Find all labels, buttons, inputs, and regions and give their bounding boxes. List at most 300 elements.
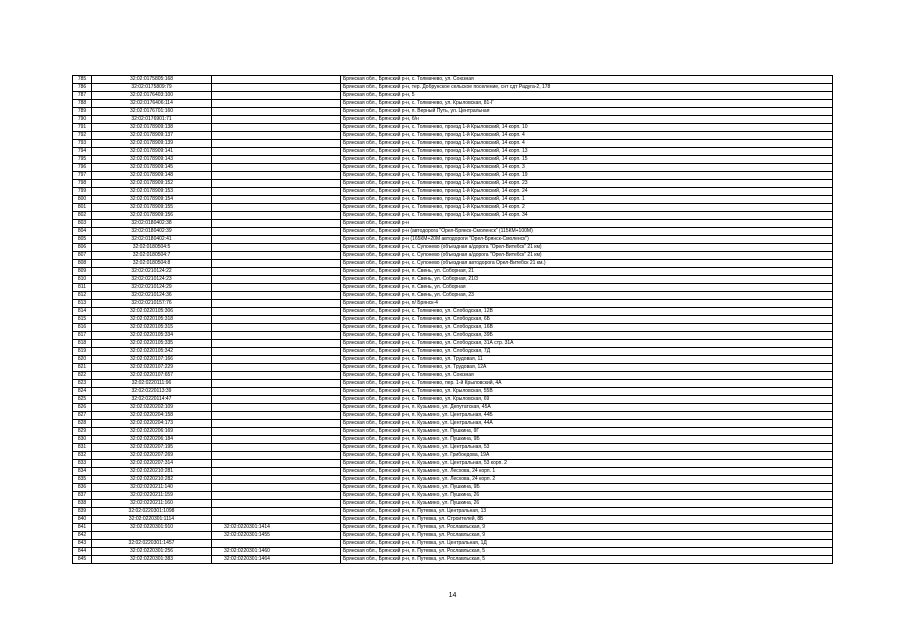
table-row bbox=[73, 404, 833, 412]
cadastral-number-cell: 32:02:0178909:143 bbox=[92, 156, 212, 164]
row-number-cell: 792 bbox=[73, 132, 92, 140]
cadastral-number-cell: 32:02:0220301:1114 bbox=[92, 516, 212, 524]
address-cell: Брянская обл., Брянский р-н, с. Толмачево, ул. Союзная bbox=[341, 372, 833, 380]
cadastral-number-cell: 32:02:0178909:156 bbox=[92, 212, 212, 220]
address-cell: Брянская обл., Брянский р-н, п. Кузьмино, ул. Центральная, 44Б bbox=[341, 412, 833, 420]
row-number-cell: 787 bbox=[73, 92, 92, 100]
address-cell: Брянская обл., Брянский р-н, с. Толмачево, проезд 1-й Крыловский, 14 корп. 10 bbox=[341, 124, 833, 132]
table-row bbox=[73, 356, 833, 364]
table-row bbox=[73, 428, 833, 436]
cadastral-number-cell: 32:02:0220107:229 bbox=[92, 364, 212, 372]
related-cadastral-number-cell bbox=[212, 444, 341, 452]
address-cell: Брянская обл., Брянский р-н, п. Путевка, ул. Строителей, 8Б bbox=[341, 516, 833, 524]
table-row bbox=[73, 468, 833, 476]
table-body bbox=[73, 76, 833, 564]
address-cell: Брянская обл., Брянский р-н, п. Кузьмино, ул. Пушкина, 9Б bbox=[341, 436, 833, 444]
table-row bbox=[73, 132, 833, 140]
row-number-cell: 842 bbox=[73, 532, 92, 540]
address-cell: Брянская обл., Брянский р-н, с. Толмачево, проезд 1-й Крыловский, 14 корп. 4 bbox=[341, 132, 833, 140]
table-row bbox=[73, 124, 833, 132]
cadastral-number-cell: 32:02:0210124:22 bbox=[92, 268, 212, 276]
row-number-cell: 825 bbox=[73, 396, 92, 404]
address-cell: Брянская обл., Брянский р-н, п. Кузьмино, ул. Пушкина, 9Б bbox=[341, 484, 833, 492]
table-row bbox=[73, 444, 833, 452]
related-cadastral-number-cell bbox=[212, 508, 341, 516]
address-cell: Брянская обл., Брянский р-н, п. Свень, ул. Соборная, 21/3 bbox=[341, 276, 833, 284]
row-number-cell: 795 bbox=[73, 156, 92, 164]
address-cell: Брянская обл., Брянский р-н, п. Кузьмино, ул. Центральная, 44А bbox=[341, 420, 833, 428]
row-number-cell: 814 bbox=[73, 308, 92, 316]
cadastral-number-cell: 32:02:0220206:184 bbox=[92, 436, 212, 444]
related-cadastral-number-cell bbox=[212, 292, 341, 300]
table-row bbox=[73, 316, 833, 324]
table-row bbox=[73, 204, 833, 212]
cadastral-number-cell: 32:02:0210124:36 bbox=[92, 292, 212, 300]
cadastral-number-cell: 32:02:0180504:8 bbox=[92, 260, 212, 268]
table-row bbox=[73, 188, 833, 196]
table-row bbox=[73, 220, 833, 228]
table-row bbox=[73, 268, 833, 276]
table-row bbox=[73, 236, 833, 244]
related-cadastral-number-cell bbox=[212, 108, 341, 116]
table-row bbox=[73, 260, 833, 268]
related-cadastral-number-cell bbox=[212, 196, 341, 204]
cadastral-number-cell: 32:02:0176701:160 bbox=[92, 108, 212, 116]
address-cell: Брянская обл., Брянский р-н, п. Свень, ул. Соборная, 23 bbox=[341, 292, 833, 300]
address-cell: Брянская обл., Брянский р-н (165КМ+20М автодороги "Орел-Брянск-Смоленск") bbox=[341, 236, 833, 244]
table-row bbox=[73, 276, 833, 284]
address-cell: Брянская обл., Брянский р-н bbox=[341, 220, 833, 228]
address-cell: Брянская обл., Брянский р-н, с. Толмачево, ул. Слободская, 12В bbox=[341, 308, 833, 316]
address-cell: Брянская обл., Брянский р-н, п/ Брянск-4 bbox=[341, 300, 833, 308]
row-number-cell: 820 bbox=[73, 356, 92, 364]
related-cadastral-number-cell bbox=[212, 172, 341, 180]
address-cell: Брянская обл., Брянский р-н, п. Кузьмино, ул. Пушкина, 26 bbox=[341, 500, 833, 508]
table-row bbox=[73, 396, 833, 404]
table-row bbox=[73, 364, 833, 372]
related-cadastral-number-cell bbox=[212, 188, 341, 196]
address-cell: Брянская обл., Брянский р-н, с. Толмачево, проезд 1-й Крыловский, 14 корп. 13 bbox=[341, 148, 833, 156]
address-cell: Брянская обл., Брянский р-н, с. Толмачево, ул. Трудовая, 12А bbox=[341, 364, 833, 372]
address-cell: Брянская обл., Брянский р-н, с. Супонево (объездная автодорога Орел-Витебск 21 км.) bbox=[341, 260, 833, 268]
cadastral-number-cell: 32:02:0210124:23 bbox=[92, 276, 212, 284]
address-cell: Брянская обл., Брянский р-н, с. Толмачево, ул. Трудовая, 11 bbox=[341, 356, 833, 364]
cadastral-number-cell: 32:02:0220105:315 bbox=[92, 324, 212, 332]
cadastral-number-cell: 32:02:0210157:76 bbox=[92, 300, 212, 308]
related-cadastral-number-cell bbox=[212, 492, 341, 500]
cadastral-number-cell: 32:02:0180402:41 bbox=[92, 236, 212, 244]
related-cadastral-number-cell bbox=[212, 500, 341, 508]
cadastral-number-cell: 32:02:0178909:138 bbox=[92, 124, 212, 132]
related-cadastral-number-cell bbox=[212, 380, 341, 388]
related-cadastral-number-cell bbox=[212, 76, 341, 84]
table-row bbox=[73, 556, 833, 564]
cadastral-number-cell: 32:02:0220105:335 bbox=[92, 340, 212, 348]
table-row bbox=[73, 284, 833, 292]
related-cadastral-number-cell bbox=[212, 428, 341, 436]
cadastral-number-cell: 32:02:0178909:154 bbox=[92, 196, 212, 204]
cadastral-number-cell: 32:02:0210124:29 bbox=[92, 284, 212, 292]
related-cadastral-number-cell bbox=[212, 420, 341, 428]
cadastral-number-cell: 32:02:0176406:114 bbox=[92, 100, 212, 108]
related-cadastral-number-cell bbox=[212, 372, 341, 380]
table-row bbox=[73, 476, 833, 484]
row-number-cell: 824 bbox=[73, 388, 92, 396]
row-number-cell: 830 bbox=[73, 436, 92, 444]
row-number-cell: 828 bbox=[73, 420, 92, 428]
cadastral-number-cell: 32:02:0220210:282 bbox=[92, 476, 212, 484]
table-row bbox=[73, 484, 833, 492]
cadastral-number-cell: 32:02:0220301:1457 bbox=[92, 540, 212, 548]
table-row bbox=[73, 372, 833, 380]
cadastral-number-cell: 32:02:0220202:109 bbox=[92, 404, 212, 412]
row-number-cell: 821 bbox=[73, 364, 92, 372]
address-cell: Брянская обл., Брянский р-н, с. Толмачево, проезд 1-й Крыловский, 14 корп. 1 bbox=[341, 196, 833, 204]
row-number-cell: 796 bbox=[73, 164, 92, 172]
address-cell: Брянская обл., Брянский р-н, п. Путевка, ул. Рославльская, 5 bbox=[341, 556, 833, 564]
table-row bbox=[73, 172, 833, 180]
table-row bbox=[73, 228, 833, 236]
address-cell: Брянская обл., Брянский р-н, с. Толмачево, проезд 1-й Крыловский, 14 корп. 23 bbox=[341, 180, 833, 188]
row-number-cell: 789 bbox=[73, 108, 92, 116]
row-number-cell: 841 bbox=[73, 524, 92, 532]
row-number-cell: 791 bbox=[73, 124, 92, 132]
address-cell: Брянская обл., Брянский р-н, 5 bbox=[341, 92, 833, 100]
table-row bbox=[73, 156, 833, 164]
address-cell: Брянская обл., Брянский р-н, п. Кузьмино, ул. Лесхова, 24 корп. 2 bbox=[341, 476, 833, 484]
table-row bbox=[73, 524, 833, 532]
cadastral-number-cell: 32:02:0175805:168 bbox=[92, 76, 212, 84]
related-cadastral-number-cell bbox=[212, 332, 341, 340]
cadastral-number-cell: 32:02:0220107:166 bbox=[92, 356, 212, 364]
table-row bbox=[73, 180, 833, 188]
table-row bbox=[73, 148, 833, 156]
related-cadastral-number-cell bbox=[212, 468, 341, 476]
table-row bbox=[73, 548, 833, 556]
related-cadastral-number-cell bbox=[212, 284, 341, 292]
cadastral-number-cell: 32:02:0220207:195 bbox=[92, 444, 212, 452]
row-number-cell: 845 bbox=[73, 556, 92, 564]
address-cell: Брянская обл., Брянский р-н, с. Толмачево, ул. Слободская, 6Б bbox=[341, 316, 833, 324]
row-number-cell: 839 bbox=[73, 508, 92, 516]
row-number-cell: 817 bbox=[73, 332, 92, 340]
table-row bbox=[73, 300, 833, 308]
cadastral-number-cell: 32:02:0178909:152 bbox=[92, 180, 212, 188]
row-number-cell: 807 bbox=[73, 252, 92, 260]
related-cadastral-number-cell bbox=[212, 276, 341, 284]
related-cadastral-number-cell bbox=[212, 92, 341, 100]
address-cell: Брянская обл., Брянский р-н, с. Супонево (объездная а/дорога "Орел-Витебск" 21 км) bbox=[341, 244, 833, 252]
table-row bbox=[73, 460, 833, 468]
related-cadastral-number-cell bbox=[212, 100, 341, 108]
row-number-cell: 806 bbox=[73, 244, 92, 252]
related-cadastral-number-cell bbox=[212, 244, 341, 252]
row-number-cell: 836 bbox=[73, 484, 92, 492]
cadastral-number-cell bbox=[92, 532, 212, 540]
address-cell: Брянская обл., Брянский р-н, с. Толмачево, проезд 1-й Крыловский, 14 корп. 2 bbox=[341, 204, 833, 212]
related-cadastral-number-cell bbox=[212, 148, 341, 156]
table-row bbox=[73, 436, 833, 444]
row-number-cell: 785 bbox=[73, 76, 92, 84]
table-row bbox=[73, 412, 833, 420]
address-cell: Брянская обл., Брянский р-н, с. Толмачево, ул. Крыловская, 69 bbox=[341, 396, 833, 404]
cadastral-number-cell: 32:02:0178909:145 bbox=[92, 164, 212, 172]
table-row bbox=[73, 340, 833, 348]
row-number-cell: 788 bbox=[73, 100, 92, 108]
row-number-cell: 790 bbox=[73, 116, 92, 124]
table-row bbox=[73, 532, 833, 540]
row-number-cell: 812 bbox=[73, 292, 92, 300]
related-cadastral-number-cell bbox=[212, 396, 341, 404]
table-row bbox=[73, 420, 833, 428]
row-number-cell: 797 bbox=[73, 172, 92, 180]
table-row bbox=[73, 492, 833, 500]
row-number-cell: 833 bbox=[73, 460, 92, 468]
cadastral-number-cell: 32:02:0180504:5 bbox=[92, 244, 212, 252]
table-row bbox=[73, 164, 833, 172]
related-cadastral-number-cell bbox=[212, 452, 341, 460]
table-row bbox=[73, 380, 833, 388]
table-row bbox=[73, 212, 833, 220]
row-number-cell: 832 bbox=[73, 452, 92, 460]
row-number-cell: 803 bbox=[73, 220, 92, 228]
address-cell: Брянская обл., Брянский р-н, п. Путевка, ул. Центральная, 13 bbox=[341, 508, 833, 516]
table-row bbox=[73, 252, 833, 260]
cadastral-number-cell: 32:02:0220105:306 bbox=[92, 308, 212, 316]
address-cell: Брянская обл., Брянский р-н, п. Свень, ул. Соборная bbox=[341, 284, 833, 292]
row-number-cell: 786 bbox=[73, 84, 92, 92]
row-number-cell: 818 bbox=[73, 340, 92, 348]
row-number-cell: 809 bbox=[73, 268, 92, 276]
row-number-cell: 794 bbox=[73, 148, 92, 156]
row-number-cell: 810 bbox=[73, 276, 92, 284]
cadastral-number-cell: 32:02:0220204:158 bbox=[92, 412, 212, 420]
address-cell: Брянская обл., Брянский р-н, с. Толмачево, ул. Слободская, 7Д bbox=[341, 348, 833, 356]
cadastral-number-cell: 32:02:0220207:269 bbox=[92, 452, 212, 460]
row-number-cell: 819 bbox=[73, 348, 92, 356]
address-cell: Брянская обл., Брянский р-н, с. Толмачево, ул. Слободская, 16В bbox=[341, 324, 833, 332]
cadastral-number-cell: 32:02:0220211:160 bbox=[92, 500, 212, 508]
address-cell: Брянская обл., Брянский р-н, с. Толмачево, ул. Крыловская, 81-Г bbox=[341, 100, 833, 108]
table-row bbox=[73, 540, 833, 548]
related-cadastral-number-cell bbox=[212, 412, 341, 420]
related-cadastral-number-cell bbox=[212, 324, 341, 332]
related-cadastral-number-cell bbox=[212, 252, 341, 260]
table-row bbox=[73, 348, 833, 356]
row-number-cell: 837 bbox=[73, 492, 92, 500]
address-cell: Брянская обл., Брянский р-н, п. Верный Путь, ул. Центральная bbox=[341, 108, 833, 116]
related-cadastral-number-cell bbox=[212, 460, 341, 468]
cadastral-number-cell: 32:02:0176901:71 bbox=[92, 116, 212, 124]
row-number-cell: 798 bbox=[73, 180, 92, 188]
row-number-cell: 813 bbox=[73, 300, 92, 308]
table-row bbox=[73, 452, 833, 460]
related-cadastral-number-cell bbox=[212, 140, 341, 148]
address-cell: Брянская обл., Брянский р-н (автодорога "Орел-Брянск-Смоленск" (115КМ+100М) bbox=[341, 228, 833, 236]
cadastral-number-cell: 32:02:0176403:100 bbox=[92, 92, 212, 100]
table-row bbox=[73, 508, 833, 516]
table-row bbox=[73, 84, 833, 92]
cadastral-number-cell: 32:02:0220114:47 bbox=[92, 396, 212, 404]
related-cadastral-number-cell bbox=[212, 116, 341, 124]
related-cadastral-number-cell bbox=[212, 540, 341, 548]
related-cadastral-number-cell bbox=[212, 132, 341, 140]
cadastral-number-cell: 32:02:0220105:318 bbox=[92, 316, 212, 324]
cadastral-number-cell: 32:02:0220111:96 bbox=[92, 380, 212, 388]
address-cell: Брянская обл., Брянский р-н, п. Путевка, ул. Рославльская, 5 bbox=[341, 548, 833, 556]
related-cadastral-number-cell bbox=[212, 516, 341, 524]
row-number-cell: 822 bbox=[73, 372, 92, 380]
row-number-cell: 816 bbox=[73, 324, 92, 332]
address-cell: Брянская обл., Брянский р-н, п. Свень, ул. Соборная, 21 bbox=[341, 268, 833, 276]
address-cell: Брянская обл., Брянский р-н, п. Кузьмино, ул. Пушкина, 9Г bbox=[341, 428, 833, 436]
row-number-cell: 808 bbox=[73, 260, 92, 268]
related-cadastral-number-cell bbox=[212, 236, 341, 244]
address-cell: Брянская обл., Брянский р-н, п. Путевка, ул. Рославльская, 9 bbox=[341, 524, 833, 532]
related-cadastral-number-cell bbox=[212, 484, 341, 492]
table-row bbox=[73, 140, 833, 148]
table-row bbox=[73, 92, 833, 100]
cadastral-number-cell: 32:02:0178909:153 bbox=[92, 188, 212, 196]
table-row bbox=[73, 388, 833, 396]
row-number-cell: 827 bbox=[73, 412, 92, 420]
table-row bbox=[73, 516, 833, 524]
address-cell: Брянская обл., Брянский р-н, с. Толмачево, ул. Крыловская, 55В bbox=[341, 388, 833, 396]
cadastral-number-cell: 32:02:0220211:159 bbox=[92, 492, 212, 500]
cadastral-number-cell: 32:02:0178909:141 bbox=[92, 148, 212, 156]
related-cadastral-number-cell bbox=[212, 308, 341, 316]
row-number-cell: 793 bbox=[73, 140, 92, 148]
page-number: 14 bbox=[448, 592, 457, 599]
address-cell: Брянская обл., Брянский р-н, с. Толмачево, проезд 1-й Крыловский, 14 корп. 19 bbox=[341, 172, 833, 180]
address-cell: Брянская обл., Брянский р-н, б/н bbox=[341, 116, 833, 124]
related-cadastral-number-cell bbox=[212, 220, 341, 228]
cadastral-number-cell: 32:02:0220207:314 bbox=[92, 460, 212, 468]
address-cell: Брянская обл., Брянский р-н, с. Толмачево, проезд 1-й Крыловский, 14 корп. 4 bbox=[341, 140, 833, 148]
row-number-cell: 823 bbox=[73, 380, 92, 388]
address-cell: Брянская обл., Брянский р-н, п. Путевка, ул. Рославльская, 9 bbox=[341, 532, 833, 540]
row-number-cell: 811 bbox=[73, 284, 92, 292]
document-table bbox=[72, 75, 833, 564]
row-number-cell: 835 bbox=[73, 476, 92, 484]
row-number-cell: 804 bbox=[73, 228, 92, 236]
row-number-cell: 840 bbox=[73, 516, 92, 524]
related-cadastral-number-cell bbox=[212, 268, 341, 276]
related-cadastral-number-cell: 32:02:0220301:1464 bbox=[212, 556, 341, 564]
related-cadastral-number-cell bbox=[212, 180, 341, 188]
address-cell: Брянская обл., Брянский р-н, п. Кузьмино, ул. Грибоедова, 19А bbox=[341, 452, 833, 460]
cadastral-number-cell: 32:02:0220301:1098 bbox=[92, 508, 212, 516]
related-cadastral-number-cell bbox=[212, 364, 341, 372]
cadastral-number-cell: 32:02:0180504:7 bbox=[92, 252, 212, 260]
row-number-cell: 844 bbox=[73, 548, 92, 556]
row-number-cell: 834 bbox=[73, 468, 92, 476]
address-cell: Брянская обл., Брянский р-н, с. Толмачево, проезд 1-й Крыловский, 14 корп. 34 bbox=[341, 212, 833, 220]
related-cadastral-number-cell bbox=[212, 404, 341, 412]
related-cadastral-number-cell bbox=[212, 316, 341, 324]
cadastral-number-cell: 32:02:0220113:39 bbox=[92, 388, 212, 396]
related-cadastral-number-cell bbox=[212, 340, 341, 348]
cadastral-number-cell: 32:02:0220211:140 bbox=[92, 484, 212, 492]
table-row bbox=[73, 196, 833, 204]
cadastral-number-cell: 32:02:0180402:38 bbox=[92, 220, 212, 228]
cadastral-number-cell: 32:02:0220204:173 bbox=[92, 420, 212, 428]
related-cadastral-number-cell bbox=[212, 348, 341, 356]
related-cadastral-number-cell bbox=[212, 476, 341, 484]
cadastral-number-cell: 32:02:0175809:79 bbox=[92, 84, 212, 92]
related-cadastral-number-cell bbox=[212, 84, 341, 92]
cadastral-number-cell: 32:02:0220105:334 bbox=[92, 332, 212, 340]
cadastral-number-cell: 32:02:0178909:137 bbox=[92, 132, 212, 140]
address-cell: Брянская обл., Брянский р-н, с. Толмачево, проезд 1-й Крыловский, 14 корп. 24 bbox=[341, 188, 833, 196]
related-cadastral-number-cell bbox=[212, 300, 341, 308]
cadastral-number-cell: 32:02:0220301:256 bbox=[92, 548, 212, 556]
row-number-cell: 802 bbox=[73, 212, 92, 220]
related-cadastral-number-cell: 32:02:0220301:1455 bbox=[212, 532, 341, 540]
row-number-cell: 799 bbox=[73, 188, 92, 196]
address-cell: Брянская обл., Брянский р-н, с. Толмачево, проезд 1-й Крыловский, 14 корп. 3 bbox=[341, 164, 833, 172]
table-row bbox=[73, 308, 833, 316]
table-row bbox=[73, 100, 833, 108]
row-number-cell: 800 bbox=[73, 196, 92, 204]
cadastral-number-cell: 32:02:0220210:281 bbox=[92, 468, 212, 476]
address-cell: Брянская обл., Брянский р-н, п. Кузьмино, ул. Центральная, 53 bbox=[341, 444, 833, 452]
row-number-cell: 815 bbox=[73, 316, 92, 324]
related-cadastral-number-cell bbox=[212, 228, 341, 236]
address-cell: Брянская обл., Брянский р-н, п. Путевка, ул. Центральная, 1Д bbox=[341, 540, 833, 548]
cadastral-number-cell: 32:02:0220301:383 bbox=[92, 556, 212, 564]
related-cadastral-number-cell bbox=[212, 388, 341, 396]
related-cadastral-number-cell bbox=[212, 124, 341, 132]
cadastral-number-cell: 32:02:0178909:148 bbox=[92, 172, 212, 180]
address-cell: Брянская обл., Брянский р-н, п. Кузьмино, ул. Лесхова, 24 корп. 1 bbox=[341, 468, 833, 476]
cadastral-number-cell: 32:02:0220107:657 bbox=[92, 372, 212, 380]
table-row bbox=[73, 108, 833, 116]
related-cadastral-number-cell bbox=[212, 356, 341, 364]
table-row bbox=[73, 500, 833, 508]
related-cadastral-number-cell: 32:02:0220301:1414 bbox=[212, 524, 341, 532]
address-cell: Брянская обл., Брянский р-н, тер. Добрунское сельское поселение, снт сдт Радуга-2, 178 bbox=[341, 84, 833, 92]
related-cadastral-number-cell bbox=[212, 260, 341, 268]
row-number-cell: 801 bbox=[73, 204, 92, 212]
address-cell: Брянская обл., Брянский р-н, п. Кузьмино, ул. Центральная, 53 корп. 2 bbox=[341, 460, 833, 468]
row-number-cell: 831 bbox=[73, 444, 92, 452]
cadastral-number-cell: 32:02:0220301:910 bbox=[92, 524, 212, 532]
address-cell: Брянская обл., Брянский р-н, с. Толмачево, ул. Союзная bbox=[341, 76, 833, 84]
address-cell: Брянская обл., Брянский р-н, с. Толмачево, ул. Слободская, 31А стр. 31А bbox=[341, 340, 833, 348]
row-number-cell: 843 bbox=[73, 540, 92, 548]
address-cell: Брянская обл., Брянский р-н, п. Кузьмино, ул. Пушкина, 26 bbox=[341, 492, 833, 500]
table-row bbox=[73, 244, 833, 252]
cadastral-number-cell: 32:02:0220206:169 bbox=[92, 428, 212, 436]
cadastral-number-cell: 32:02:0178909:139 bbox=[92, 140, 212, 148]
cadastral-number-cell: 32:02:0220105:342 bbox=[92, 348, 212, 356]
table-row bbox=[73, 332, 833, 340]
related-cadastral-number-cell bbox=[212, 156, 341, 164]
row-number-cell: 829 bbox=[73, 428, 92, 436]
address-cell: Брянская обл., Брянский р-н, п. Кузьмино, ул. Депутатская, 45А bbox=[341, 404, 833, 412]
table-row bbox=[73, 292, 833, 300]
cadastral-number-cell: 32:02:0180402:39 bbox=[92, 228, 212, 236]
row-number-cell: 838 bbox=[73, 500, 92, 508]
table-row bbox=[73, 116, 833, 124]
related-cadastral-number-cell: 32:02:0220301:1460 bbox=[212, 548, 341, 556]
address-cell: Брянская обл., Брянский р-н, с. Толмачево, пер. 1-й Крыловский, 4А bbox=[341, 380, 833, 388]
related-cadastral-number-cell bbox=[212, 204, 341, 212]
row-number-cell: 826 bbox=[73, 404, 92, 412]
related-cadastral-number-cell bbox=[212, 164, 341, 172]
address-cell: Брянская обл., Брянский р-н, с. Супонево (объездная а/дорога "Орел-Витебск" 21 км) bbox=[341, 252, 833, 260]
